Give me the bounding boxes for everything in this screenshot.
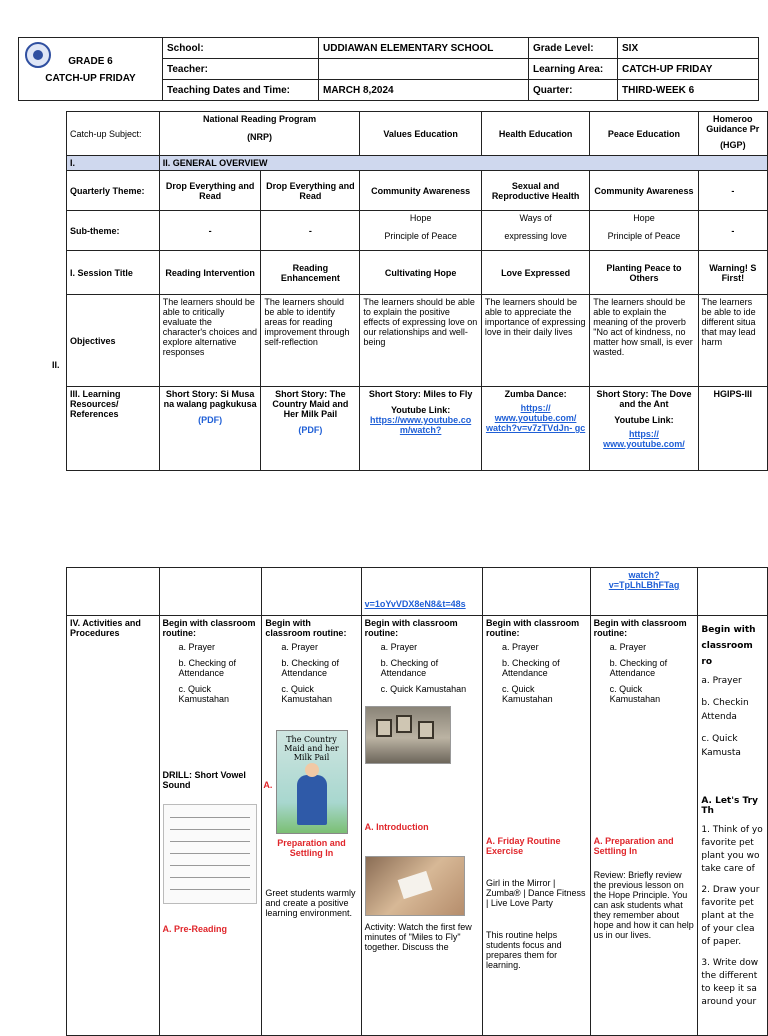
quarter-label: Quarter: (529, 80, 618, 101)
health-routine-heading: Begin with classroom routine: (486, 618, 580, 638)
teacher-value (319, 59, 529, 80)
nrp-title: National Reading Program (203, 114, 317, 124)
grade-level-value: SIX (618, 38, 759, 59)
resource-nrp1-title: Short Story: Si Musa na walang pagkukusa (163, 389, 257, 409)
subtheme-peace (590, 211, 698, 251)
subtheme-values-line1: Hope (409, 213, 432, 223)
nrp-header (159, 112, 360, 156)
peace-routine-attendance: b. Checking of Attendance (609, 658, 668, 678)
subtheme-label: Sub-theme: (67, 211, 160, 251)
health-routine-kamustahan: c. Quick Kamustahan (502, 684, 553, 704)
peace-preparation: A. Preparation and Settling In (593, 836, 674, 856)
objective-peace: The learners should be able to explain the meaning of the proverb "No act of kindness, no matter how small, is ever wasted. (590, 295, 698, 387)
continuation-peace (590, 568, 698, 616)
nrp2-marker: A. (263, 780, 273, 790)
session-health: Love Expressed (481, 251, 589, 295)
resource-nrp2-title: Short Story: The Country Maid and Her Milk Pail (272, 389, 349, 419)
resource-health-title: Zumba Dance: (504, 389, 567, 399)
learning-area-label: Learning Area: (529, 59, 618, 80)
theme-nrp2: Drop Everything and Read (261, 171, 360, 211)
health-header: Health Education (481, 112, 589, 156)
activities-nrp1 (159, 616, 262, 1036)
theme-health: Sexual and Reproductive Health (481, 171, 589, 211)
continuation-empty-1 (67, 568, 160, 616)
nrp2-routine-prayer: a. Prayer (281, 642, 318, 652)
objective-nrp1: The learners should be able to critically evaluate the character's choices and explore alternative responses (159, 295, 261, 387)
room-photo-image (365, 706, 479, 764)
hgp-step-1: 1. Think of yo favorite pet plant you wo take care of (701, 825, 763, 874)
subtheme-health (481, 211, 589, 251)
nrp1-routine-prayer: a. Prayer (178, 642, 216, 652)
subject-header: Catch-up Subject: (67, 112, 160, 156)
hgp-header-line2: Guidance Pr (706, 124, 760, 134)
nrp2-preparation: Preparation and Settling In (277, 838, 346, 858)
theme-peace: Community Awareness (590, 171, 698, 211)
theme-nrp1: Drop Everything and Read (159, 171, 261, 211)
continuation-empty-5 (483, 568, 591, 616)
peace-routine-list (594, 642, 695, 704)
program-label: CATCH-UP FRIDAY (45, 73, 136, 84)
theme-hgp: - (698, 171, 767, 211)
continuation-empty-3 (262, 568, 361, 616)
nrp2-routine-attendance: b. Checking of Attendance (281, 658, 339, 678)
nrp1-pre-reading: A. Pre-Reading (162, 924, 228, 934)
resource-nrp2-pdf-link[interactable]: (PDF) (298, 425, 323, 435)
nrp2-routine-kamustahan: c. Quick Kamustahan (281, 684, 332, 704)
nrp-abbr: (NRP) (247, 132, 273, 142)
nrp1-routine-list (163, 642, 259, 704)
grade-label: GRADE 6 (68, 56, 113, 67)
resource-hgp: HGIPS-III (698, 387, 767, 471)
health-routine-attendance: b. Checking of Attendance (502, 658, 560, 678)
activities-hgp (698, 616, 768, 1036)
session-hgp: Warning! S First! (698, 251, 767, 295)
activities-peace (590, 616, 698, 1036)
general-overview-heading: II. GENERAL OVERVIEW (159, 156, 767, 171)
resources-label: III. Learning Resources/ References (67, 387, 160, 471)
header-table (18, 37, 759, 101)
values-link-continued[interactable]: v=1oYvVDX8eN8&t=48s (364, 599, 466, 609)
nrp2-greet-text: Greet students warmly and create a positive learning environment. (265, 888, 356, 918)
resource-peace-youtube-label: Youtube Link: (614, 415, 674, 425)
subtheme-values (360, 211, 482, 251)
resource-nrp2 (261, 387, 360, 471)
book-title: The Country Maid and her Milk Pail (284, 735, 339, 762)
hgp-lets-try: A. Let's Try Th (701, 796, 758, 816)
lesson-table (66, 111, 768, 471)
subtheme-nrp1: - (159, 211, 261, 251)
objectives-roman: II. (52, 360, 60, 370)
hgp-routine-heading: Begin with classroom ro (701, 625, 756, 667)
resource-values (360, 387, 482, 471)
hgp-routine-list (701, 674, 764, 760)
paper-plane-icon (365, 856, 465, 916)
health-routine-list (486, 642, 587, 704)
teacher-label: Teacher: (163, 59, 319, 80)
resource-values-title: Short Story: Miles to Fly (368, 389, 473, 399)
continuation-values (361, 568, 482, 616)
resource-values-youtube-label: Youtube Link: (390, 405, 451, 415)
values-routine-heading: Begin with classroom routine: (364, 618, 458, 638)
grade-level-label: Grade Level: (529, 38, 618, 59)
resource-nrp1-pdf-link[interactable]: (PDF) (198, 415, 223, 425)
theme-values: Community Awareness (360, 171, 482, 211)
health-friday-exercise: A. Friday Routine Exercise (486, 836, 561, 856)
quarter-value: THIRD-WEEK 6 (618, 80, 759, 101)
activities-table (66, 567, 768, 1036)
subtheme-health-line2: expressing love (504, 231, 567, 241)
values-routine-attendance: b. Checking of Attendance (380, 658, 439, 678)
peace-routine-kamustahan: c. Quick Kamustahan (609, 684, 661, 704)
nrp1-routine-attendance: b. Checking of Attendance (178, 658, 237, 678)
hgp-step-2: 2. Draw your favorite pet plant at the of your clea of paper. (701, 885, 760, 947)
values-introduction: A. Introduction (364, 822, 429, 832)
nrp1-routine-kamustahan: c. Quick Kamustahan (178, 684, 230, 704)
theme-label: Quarterly Theme: (67, 171, 160, 211)
subtheme-health-line1: Ways of (519, 213, 552, 223)
resource-health-link[interactable]: https:// www.youtube.com/ watch?v=v7zTVdJn- gc (485, 403, 586, 433)
subtheme-peace-line2: Principle of Peace (607, 231, 681, 241)
values-routine-prayer: a. Prayer (380, 642, 418, 652)
learning-area-value: CATCH-UP FRIDAY (618, 59, 759, 80)
values-routine-kamustahan: c. Quick Kamustahan (380, 684, 467, 694)
subtheme-values-line2: Principle of Peace (384, 231, 457, 241)
objective-values: The learners should be able to explain the positive effects of expressing love on our relationships and well-being (360, 295, 482, 387)
school-value: UDDIAWAN ELEMENTARY SCHOOL (319, 38, 529, 59)
activities-nrp2 (262, 616, 361, 1036)
session-nrp2: Reading Enhancement (261, 251, 360, 295)
activities-values (361, 616, 482, 1036)
nrp2-routine-heading: Begin with classroom routine: (265, 618, 347, 638)
subtheme-hgp: - (698, 211, 767, 251)
dates-value: MARCH 8,2024 (319, 80, 529, 101)
school-label: School: (163, 38, 319, 59)
objective-nrp2: The learners should be able to identify areas for reading improvement through self-reflection (261, 295, 360, 387)
nrp1-routine-heading: Begin with classroom routine: (162, 618, 256, 638)
header-logo-cell (19, 38, 163, 101)
continuation-empty-2 (159, 568, 262, 616)
values-header: Values Education (360, 112, 482, 156)
peace-link-continued[interactable]: watch? v=TpLhLBhFTag (608, 570, 680, 590)
milk-maid-book-icon (276, 730, 348, 834)
room-photo-icon (365, 706, 451, 764)
resource-health (481, 387, 589, 471)
worksheet-icon (163, 804, 257, 904)
book-cover-image (265, 730, 357, 834)
nrp1-drill: DRILL: Short Vowel Sound (162, 770, 246, 790)
hgp-step-3: 3. Write dow the different to keep it sa around your (701, 958, 759, 1007)
hgp-header (698, 112, 767, 156)
objectives-label: Objectives (67, 295, 160, 387)
session-label: I. Session Title (67, 251, 160, 295)
health-routine-prayer: a. Prayer (502, 642, 539, 652)
maid-figure-icon (297, 775, 327, 825)
hgp-abbr: (HGP) (720, 140, 746, 150)
session-values: Cultivating Hope (360, 251, 482, 295)
activities-health (483, 616, 591, 1036)
hgp-header-line1: Homeroo (713, 114, 753, 124)
subtheme-nrp2: - (261, 211, 360, 251)
section-roman-i: I. (67, 156, 160, 171)
continuation-empty-7 (698, 568, 768, 616)
peace-routine-heading: Begin with classroom routine: (593, 618, 687, 638)
session-peace: Planting Peace to Others (590, 251, 698, 295)
peace-review-text: Review: Briefly review the previous lesson on the Hope Principle. You can ask students what they remember about hope and how it can help us in our lives. (593, 870, 694, 940)
objective-hgp: The learners be able to ide different situa that may lead harm (698, 295, 767, 387)
resource-nrp1 (159, 387, 261, 471)
health-video-title: Girl in the Mirror | Zumba® | Dance Fitness | Live Love Party (486, 878, 586, 908)
activities-label: IV. Activities and Procedures (67, 616, 160, 1036)
paper-plane-image (365, 856, 479, 916)
resource-peace (590, 387, 698, 471)
hgp-routine-attendance: b. Checkin Attenda (701, 698, 749, 722)
deped-seal-icon (25, 42, 51, 68)
peace-routine-prayer: a. Prayer (609, 642, 647, 652)
nrp2-routine-list (265, 642, 357, 704)
values-activity-text: Activity: Watch the first few minutes of "Miles to Fly" together. Discuss the (364, 922, 472, 952)
values-routine-list (365, 642, 479, 694)
resource-peace-title: Short Story: The Dove and the Ant (596, 389, 692, 409)
session-nrp1: Reading Intervention (159, 251, 261, 295)
hgp-routine-prayer: a. Prayer (701, 676, 742, 686)
resource-values-link[interactable]: https://www.youtube.co m/watch? (370, 415, 472, 435)
health-help-text: This routine helps students focus and prepares them for learning. (486, 930, 562, 970)
resource-peace-link[interactable]: https:// www.youtube.com/ (603, 429, 685, 449)
vowel-worksheet-image (163, 804, 259, 904)
peace-header: Peace Education (590, 112, 698, 156)
subtheme-peace-line1: Hope (633, 213, 655, 223)
dates-label: Teaching Dates and Time: (163, 80, 319, 101)
hgp-routine-kamustahan: c. Quick Kamusta (701, 734, 741, 758)
objective-health: The learners should be able to appreciate the importance of expressing love in their daily lives (481, 295, 589, 387)
